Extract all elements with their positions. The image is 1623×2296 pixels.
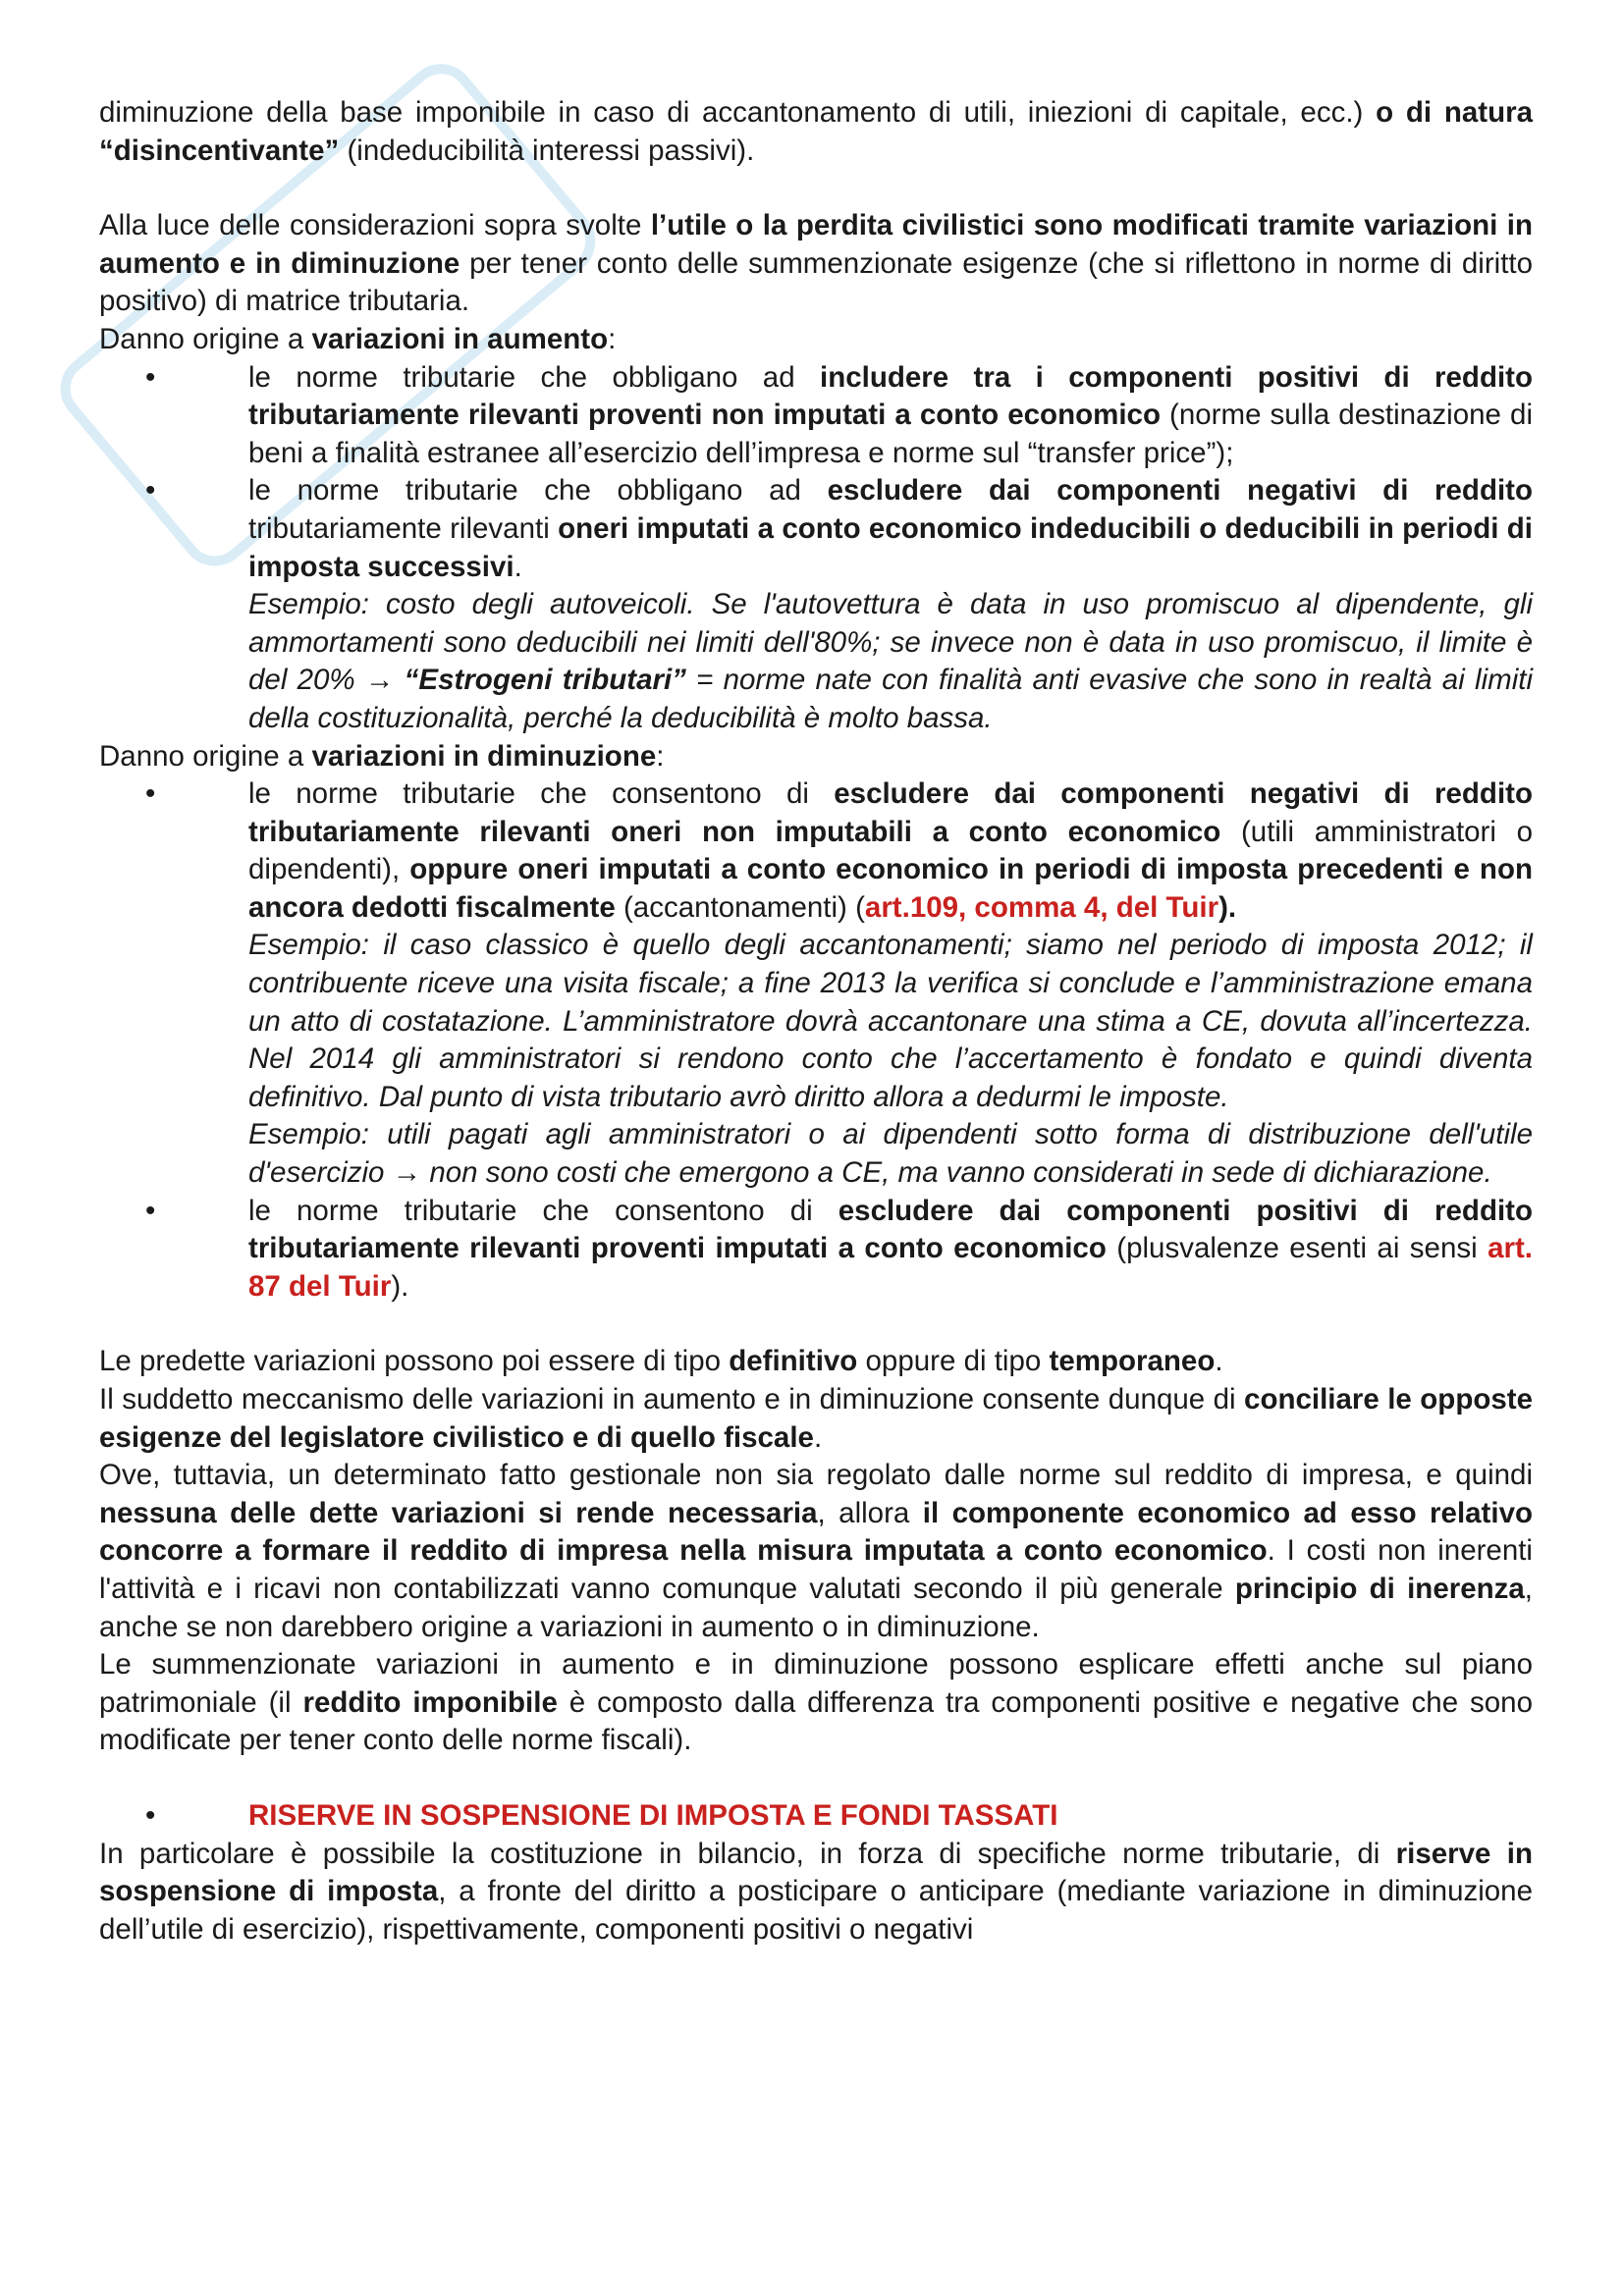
example-text: Esempio: il caso classico è quello degli accantonamenti; siamo nel periodo di imposta 2012; il contribuente riceve una visita fiscale; a fine 2013 la verifica si conclude e l’amministrazione emana un atto di costatazione. L’amministratore dovrà accantonare una stima a CE, dovuta all’incertezza. Nel 2014 gli amministratori si rendono conto che l’accertamento è fondato e quindi diventa definitivo. Dal punto di vista tributario avrò diritto allora a dedurmi le imposte. [248,929,1533,1113]
aumento-list [99,359,1533,738]
paragraph: Le predette variazioni possono poi essere di tipo definitivo oppure di tipo temporaneo. [99,1345,1223,1378]
bullet-icon: • [145,777,156,811]
list-item: • le norme tributarie che obbligano ad escludere dai componenti negativi di reddito tributariamente rilevanti oneri imputati a conto economico indeducibili o deducibili in periodi di imposta successivi. Esempio: costo degli autoveicoli. Se l'autovettura è data in uso promiscuo al dipendente, gli ammortamenti sono deducibili nei limiti dell'80%; se invece non è data in uso promiscuo, il limite è del 20% → “Estrogeni tributari” = norme nate con finalità anti evasive che sono in realtà ai limiti della costituzionalità, perché la deducibilità è molto bassa. [99,472,1533,737]
paragraph: diminuzione della base imponibile in caso di accantonamento di utili, iniezioni di capitale, ecc.) o di natura “disincentivante” (indeducibilità interessi passivi). [99,96,1533,167]
paragraph: In particolare è possibile la costituzione in bilancio, in forza di specifiche norme tributarie, di riserve in sospensione di imposta, a fronte del diritto a posticipare o anticipare (mediante variazione in diminuzione dell’utile di esercizio), rispettivamente, componenti positivi o negativi [99,1837,1534,1946]
bullet-icon: • [145,1194,156,1227]
bullet-icon: • [145,360,156,394]
paragraph: Le summenzionate variazioni in aumento e in diminuzione possono esplicare effetti anche sul piano patrimoniale (il reddito imponibile è composto dalla differenza tra componenti positive e negative che sono modificate per tener conto delle norme fiscali). [99,1648,1533,1757]
section-heading: • RISERVE IN SOSPENSIONE DI IMPOSTA E FONDI TASSATI [99,1797,1533,1836]
diminuzione-intro: Danno origine a variazioni in diminuzione: [99,739,665,773]
paragraph: Ove, tuttavia, un determinato fatto gestionale non sia regolato dalle norme sul reddito di impresa, e quindi nessuna delle dette variazioni si rende necessaria, allora il componente economico ad esso relativo concorre a formare il reddito di impresa nella misura imputata a conto economico. I costi non inerenti l'attività e i ricavi non contabilizzati vanno comunque valutati secondo il più generale principio di inerenza, anche se non darebbero origine a variazioni in aumento o in diminuzione. [99,1459,1533,1643]
law-reference: art.109, comma 4, del Tuir [864,890,1219,924]
list-item: • le norme tributarie che consentono di escludere dai componenti positivi di reddito tributariamente rilevanti proventi imputati a conto economico (plusvalenze esenti ai sensi art. 87 del Tuir). [145,1194,1533,1303]
document-page [99,94,1533,1949]
bullet-icon: • [145,1798,156,1832]
list-item: • le norme tributarie che obbligano ad includere tra i componenti positivi di reddito tributariamente rilevanti proventi non imputati a conto economico (norme sulla destinazione di beni a finalità estranee all’esercizio dell’impresa e norme sul “transfer price”); [145,360,1534,469]
aumento-intro: Danno origine a variazioni in aumento: [99,322,617,355]
law-reference: art. 87 del Tuir [248,1232,1533,1303]
diminuzione-list [99,775,1533,1306]
example-text: Esempio: utili pagati agli amministratori o ai dipendenti sotto forma di distribuzione dell'utile d'esercizio → non sono costi che emergono a CE, ma vanno considerati in sede di dichiarazione. [248,1118,1533,1190]
paragraph: Il suddetto meccanismo delle variazioni in aumento e in diminuzione consente dunque di conciliare le opposte esigenze del legislatore civilistico e di quello fiscale. [99,1383,1533,1454]
list-item: • le norme tributarie che consentono di escludere dai componenti negativi di reddito tributariamente rilevanti oneri non imputabili a conto economico (utili amministratori o dipendenti), oppure oneri imputati a conto economico in periodi di imposta precedenti e non ancora dedotti fiscalmente (accantonamenti) (art.109, comma 4, del Tuir). Esempio: il caso classico è quello degli accantonamenti; siamo nel periodo di imposta 2012; il contribuente riceve una visita fiscale; a fine 2013 la verifica si conclude e l’amministrazione emana un atto di costatazione. L’amministratore dovrà accantonare una stima a CE, dovuta all’incertezza. Nel 2014 gli amministratori si rendono conto che l’accertamento è fondato e quindi diventa definitivo. Dal punto di vista tributario avrò diritto allora a dedurmi le imposte. Esempio: utili pagati agli amministratori o ai dipendenti sotto forma di distribuzione dell'utile d'esercizio → non sono costi che emergono a CE, ma vanno considerati in sede di dichiarazione. [99,775,1533,1193]
example-text: Esempio: costo degli autoveicoli. Se l'autovettura è data in uso promiscuo al dipendente, gli ammortamenti sono deducibili nei limiti dell'80%; se invece non è data in uso promiscuo, il limite è del 20% → “Estrogeni tributari” = norme nate con finalità anti evasive che sono in realtà ai limiti della costituzionalità, perché la deducibilità è molto bassa. [248,588,1534,734]
paragraph: Alla luce delle considerazioni sopra svolte l’utile o la perdita civilistici sono modificati tramite variazioni in aumento e in diminuzione per tener conto delle summenzionate esigenze (che si riflettono in norme di diritto positivo) di matrice tributaria. [99,209,1534,318]
bullet-icon: • [145,474,156,507]
